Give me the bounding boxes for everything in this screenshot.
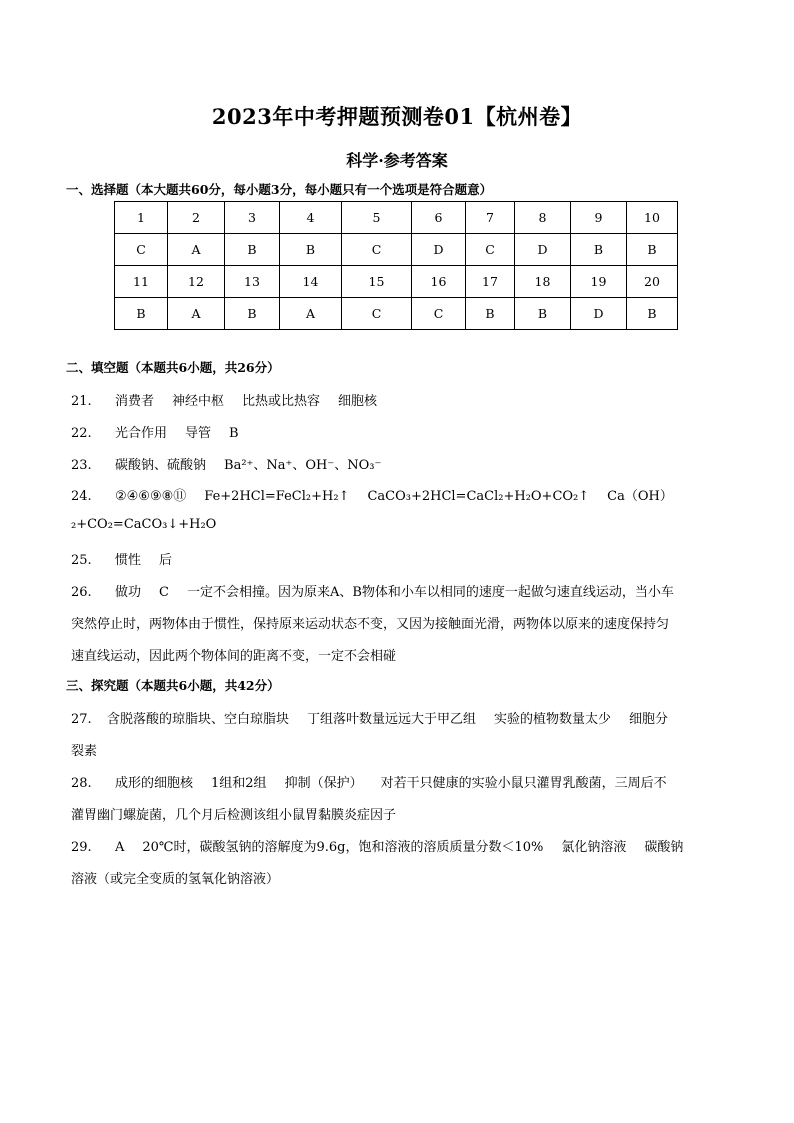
answer-text: B [229,426,239,441]
table-cell: B [225,234,280,266]
question-number: 21. [71,394,92,409]
answer-text: CaCO₃+2HCl=CaCl₂+H₂O+CO₂↑ [367,489,590,504]
table-cell: 13 [225,266,280,298]
answer-text: 抑制（保护） [284,776,363,791]
answer-text: 导管 [185,426,212,441]
answer-text: 光合作用 [115,426,168,441]
answer-text: 细胞核 [338,394,378,409]
table-cell: C [342,298,412,330]
table-cell: 4 [280,202,342,234]
table-cell: 12 [168,266,225,298]
table-cell: 20 [627,266,678,298]
answer-text: 碳酸钠、硫酸钠 [115,458,207,473]
question-number: 29. [71,840,92,855]
answer-23 [71,454,731,473]
answer-text: 1组和2组 [211,776,267,791]
table-cell: 3 [225,202,280,234]
table-cell: 18 [515,266,571,298]
table-cell: 17 [466,266,515,298]
table-cell: 14 [280,266,342,298]
answer-text: 后 [159,553,173,568]
answer-24-continued: ₂+CO₂=CaCO₃↓+H₂O [71,517,217,532]
page-subtitle: 科学·参考答案 [346,151,448,170]
answer-26-continued: 突然停止时，两物体由于惯性，保持原来运动状态不变，又因为接触面光滑，两物体以原来的速度保持匀 [71,617,670,632]
answer-text: 神经中枢 [172,394,225,409]
answer-29-continued: 溶液（或完全变质的氢氧化钠溶液） [71,872,280,887]
answer-text: Fe+2HCl=FeCl₂+H₂↑ [204,489,350,504]
answer-text: 丁组落叶数量远远大于甲乙组 [307,712,477,727]
table-cell: D [571,298,627,330]
answer-27-continued: 裂素 [71,744,98,759]
table-cell: B [280,234,342,266]
answer-text: 氯化钠溶液 [561,840,627,855]
answer-text: 比热或比热容 [242,394,321,409]
answer-24 [71,485,731,504]
table-cell: 11 [115,266,168,298]
table-row-answers [115,234,678,266]
table-cell: 1 [115,202,168,234]
answer-text: 成形的细胞核 [115,776,194,791]
answer-text: 做功 [115,585,142,600]
answer-text: 含脱落酸的琼脂块、空白琼脂块 [107,712,290,727]
table-cell: 5 [342,202,412,234]
table-cell: 15 [342,266,412,298]
table-cell: B [627,234,678,266]
table-cell: 8 [515,202,571,234]
table-cell: B [466,298,515,330]
table-cell: C [412,298,466,330]
section-1-heading: 一、选择题（本大题共60分，每小题3分，每小题只有一个选项是符合题意） [66,182,493,197]
table-cell: A [168,234,225,266]
table-cell: 10 [627,202,678,234]
table-cell: B [515,298,571,330]
table-cell: 2 [168,202,225,234]
answer-21 [71,390,731,409]
question-number: 27. [71,712,92,727]
table-cell: 9 [571,202,627,234]
answer-text: 一定不会相撞。因为原来A、B物体和小车以相同的速度一起做匀速直线运动，当小车 [186,585,674,600]
answer-text: 实验的植物数量太少 [494,712,612,727]
table-cell: A [280,298,342,330]
table-cell: B [225,298,280,330]
answer-text: 碳酸钠 [644,840,684,855]
answer-text: Ca（OH） [607,489,673,504]
answer-27 [71,708,731,727]
answer-text: 细胞分 [629,712,669,727]
answer-text: 20℃时，碳酸氢钠的溶解度为9.6g，饱和溶液的溶质质量分数＜10% [142,840,544,855]
table-cell: C [342,234,412,266]
table-cell: B [115,298,168,330]
table-cell: B [627,298,678,330]
table-cell: D [412,234,466,266]
answer-text: ②④⑥⑨⑧⑪ [115,489,187,504]
answer-text: A [115,840,125,855]
table-cell: C [466,234,515,266]
question-number: 24. [71,489,92,504]
table-cell: 16 [412,266,466,298]
answer-text: 对若干只健康的实验小鼠只灌胃乳酸菌，三周后不 [380,776,667,791]
question-number: 25. [71,553,92,568]
answer-22 [71,422,731,441]
table-cell: 7 [466,202,515,234]
table-row-answers [115,298,678,330]
answer-29 [71,836,731,855]
answer-26-continued: 速直线运动，因此两个物体间的距离不变，一定不会相碰 [71,649,397,664]
answer-26 [71,581,731,600]
answer-25 [71,549,731,568]
table-cell: 6 [412,202,466,234]
answer-28-continued: 灌胃幽门螺旋菌，几个月后检测该组小鼠胃黏膜炎症因子 [71,808,397,823]
answer-text: Ba²⁺、Na⁺、OH⁻、NO₃⁻ [224,458,382,473]
answer-text: 惯性 [115,553,142,568]
section-2-heading: 二、填空题（本题共6小题，共26分） [66,360,280,375]
question-number: 22. [71,426,92,441]
question-number: 26. [71,585,92,600]
question-number: 23. [71,458,92,473]
answer-text: 消费者 [115,394,155,409]
answer-text: C [159,585,169,600]
table-cell: 19 [571,266,627,298]
table-row-numbers [115,202,678,234]
table-cell: C [115,234,168,266]
answer-table [114,201,678,330]
table-cell: B [571,234,627,266]
table-row-numbers [115,266,678,298]
page-title: 2023年中考押题预测卷01【杭州卷】 [211,104,583,129]
section-3-heading: 三、探究题（本题共6小题，共42分） [66,678,280,693]
answer-28 [71,772,731,791]
table-cell: D [515,234,571,266]
table-cell: A [168,298,225,330]
question-number: 28. [71,776,92,791]
